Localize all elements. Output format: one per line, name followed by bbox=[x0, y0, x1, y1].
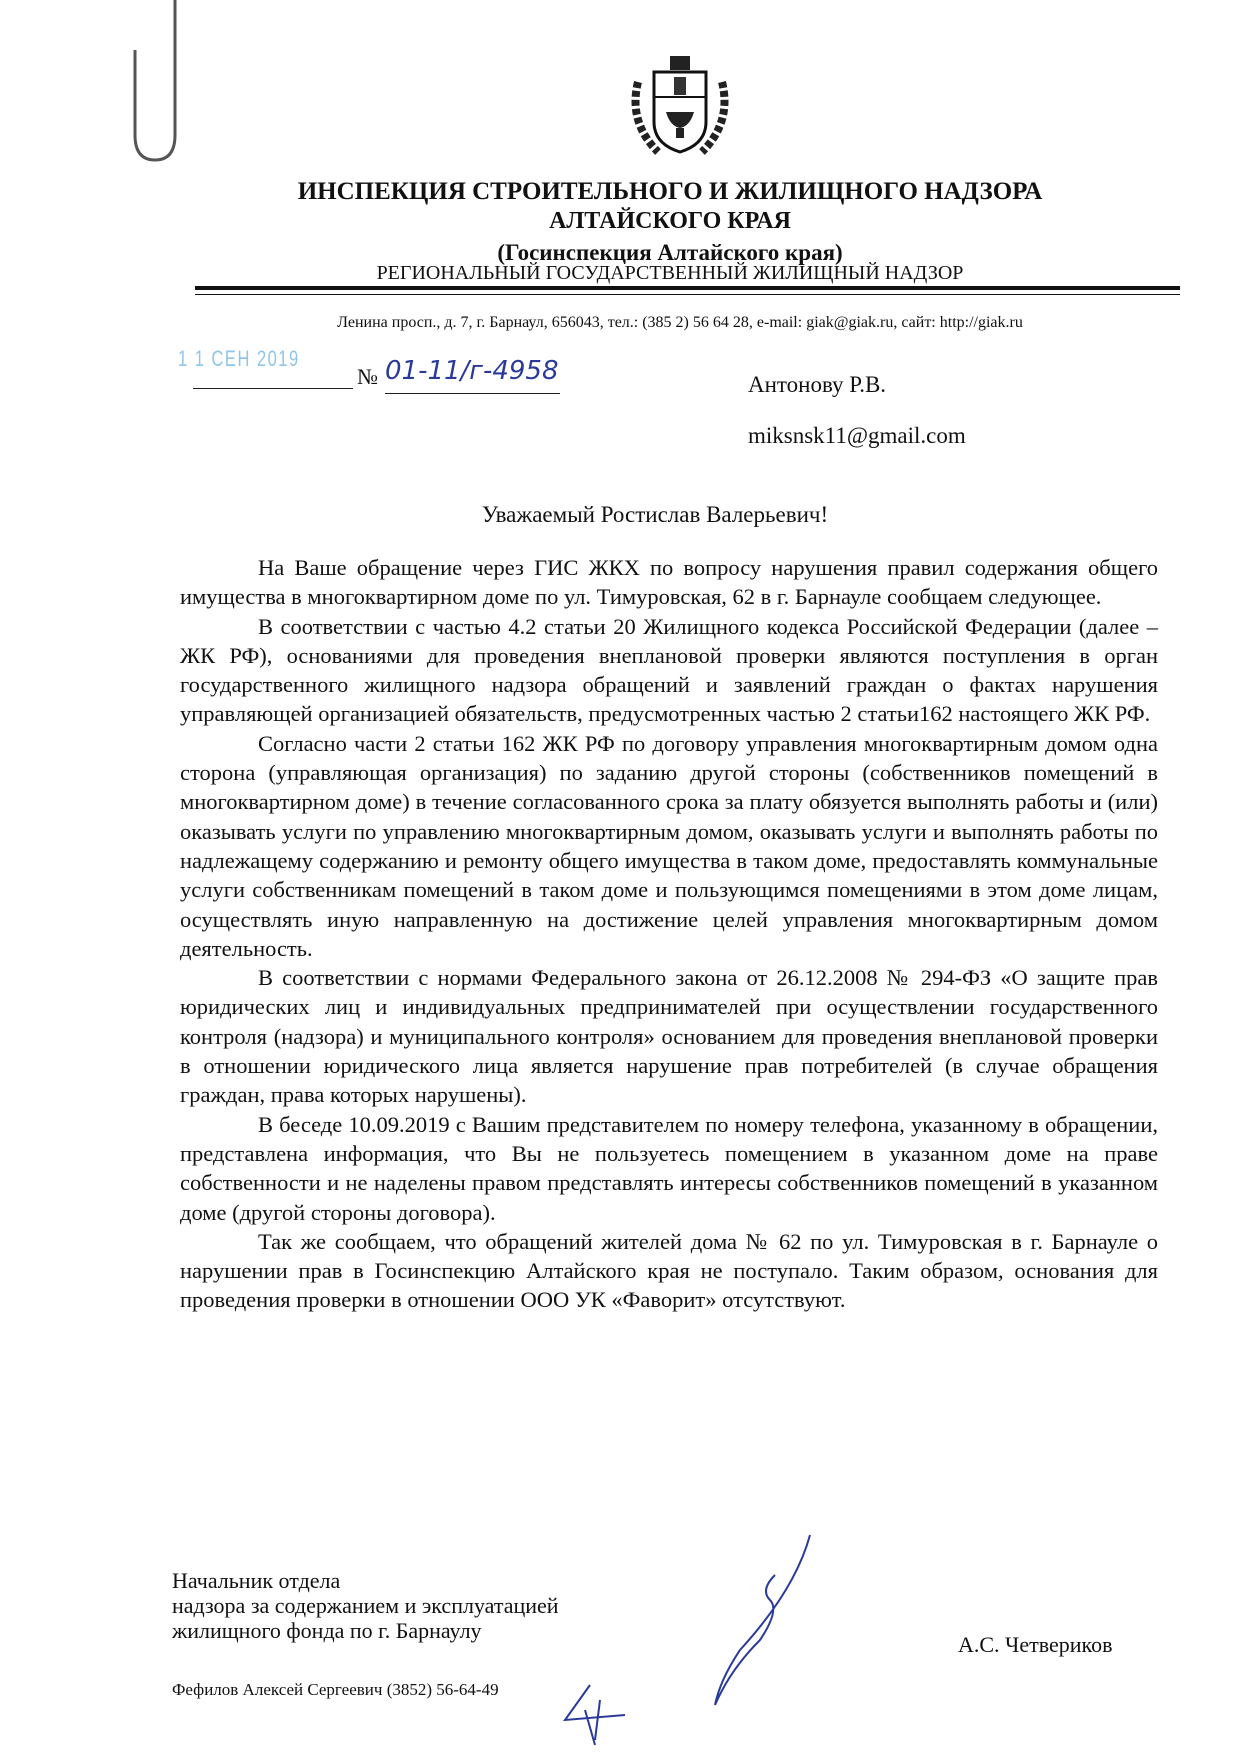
number-sign: № bbox=[357, 364, 378, 389]
handwritten-signature bbox=[700, 1530, 820, 1710]
signatory-position bbox=[172, 1568, 559, 1643]
coat-of-arms-emblem bbox=[618, 52, 742, 162]
greeting: Уважаемый Ростислав Валерьевич! bbox=[481, 502, 829, 527]
executor-contact: Фефилов Алексей Сергеевич (3852) 56-64-49 bbox=[172, 1680, 499, 1699]
position-line: Начальник отдела bbox=[172, 1568, 341, 1593]
paragraph: В соответствии с нормами Федерального закона от 26.12.2008 № 294-ФЗ «О защите прав юридических лиц и индивидуальных предпринимателей при осуществлении государственного контроля (надзора) и муниципального контроля» основанием для проведения внеплановой проверки в отношении юридического лица является нарушение прав потребителей (в случае обращения граждан, права которых нарушены). bbox=[180, 965, 1158, 1108]
paragraph: Согласно части 2 статьи 162 ЖК РФ по договору управления многоквартирным домом одна сторона (управляющая организация) по заданию другой стороны (собственников помещений в многоквартирном доме) в течение согласованного срока за плату обязуется выполнять работы и (или) оказывать услуги по управлению многоквартирным домом, оказывать услуги и выполнять работы по надлежащему содержанию и ремонту общего имущества в таком доме, предоставлять коммунальные услуги собственникам помещений в таком доме и пользующимся помещениями в этом доме лицам, осуществлять иную направленную на достижение целей управления многоквартирным домом деятельность. bbox=[180, 730, 1158, 961]
executor-initials bbox=[555, 1680, 645, 1750]
org-name-line1: ИНСПЕКЦИЯ СТРОИТЕЛЬНОГО И ЖИЛИЩНОГО НАДЗОРА bbox=[297, 178, 1043, 205]
position-line: жилищного фонда по г. Барнаулу bbox=[172, 1618, 482, 1643]
department-name: РЕГИОНАЛЬНЫЙ ГОСУДАРСТВЕННЫЙ ЖИЛИЩНЫЙ НАДЗОР bbox=[376, 262, 964, 284]
header-rule-thin bbox=[195, 294, 1180, 295]
org-name-line2: АЛТАЙСКОГО КРАЯ bbox=[549, 208, 791, 234]
paragraph: В соответствии с частью 4.2 статьи 20 Жилищного кодекса Российской Федерации (далее – ЖК РФ), основаниями для проведения внеплановой проверки являются поступления в орган государственного жилищного надзора обращений и заявлений граждан о фактах нарушения управляющей организацией обязательств, предусмотренных частью 2 статьи162 настоящего ЖК РФ. bbox=[180, 613, 1158, 727]
signatory-name: А.С. Четвериков bbox=[958, 1632, 1113, 1657]
paperclip-icon bbox=[120, 0, 190, 170]
date-stamp: 1 1 СЕН 2019 bbox=[178, 346, 300, 371]
registration-number: 01-11/г-4958 bbox=[385, 356, 559, 386]
recipient-name: Антонову Р.В. bbox=[748, 372, 887, 397]
org-short-name: (Госинспекция Алтайского края) bbox=[497, 240, 843, 265]
date-line bbox=[193, 388, 353, 389]
recipient-email: miksnsk11@gmail.com bbox=[748, 423, 966, 448]
letter-body bbox=[180, 553, 1158, 1315]
number-line bbox=[385, 393, 560, 394]
position-line: надзора за содержанием и эксплуатацией bbox=[172, 1593, 559, 1618]
paragraph: В беседе 10.09.2019 с Вашим представителем по номеру телефона, указанному в обращении, представлена информация, что Вы не пользуетесь помещением в указанном доме на праве собственности и не наделены правом представлять интересы собственников помещений в указанном доме (другой стороны договора). bbox=[180, 1111, 1158, 1225]
paragraph: На Ваше обращение через ГИС ЖКХ по вопросу нарушения правил содержания общего имущества в многоквартирном доме по ул. Тимуровская, 62 в г. Барнауле сообщаем следующее. bbox=[180, 555, 1158, 610]
org-address: Ленина просп., д. 7, г. Барнаул, 656043, тел.: (385 2) 56 64 28, e-mail: giak@giak.ru, сайт: http://giak.ru bbox=[337, 314, 1023, 331]
header-rule-thick bbox=[195, 286, 1180, 290]
paragraph: Так же сообщаем, что обращений жителей дома № 62 по ул. Тимуровская в г. Барнауле о нарушении прав в Госинспекцию Алтайского края не поступало. Таким образом, основания для проведения проверки в отношении ООО УК «Фаворит» отсутствуют. bbox=[180, 1228, 1158, 1313]
